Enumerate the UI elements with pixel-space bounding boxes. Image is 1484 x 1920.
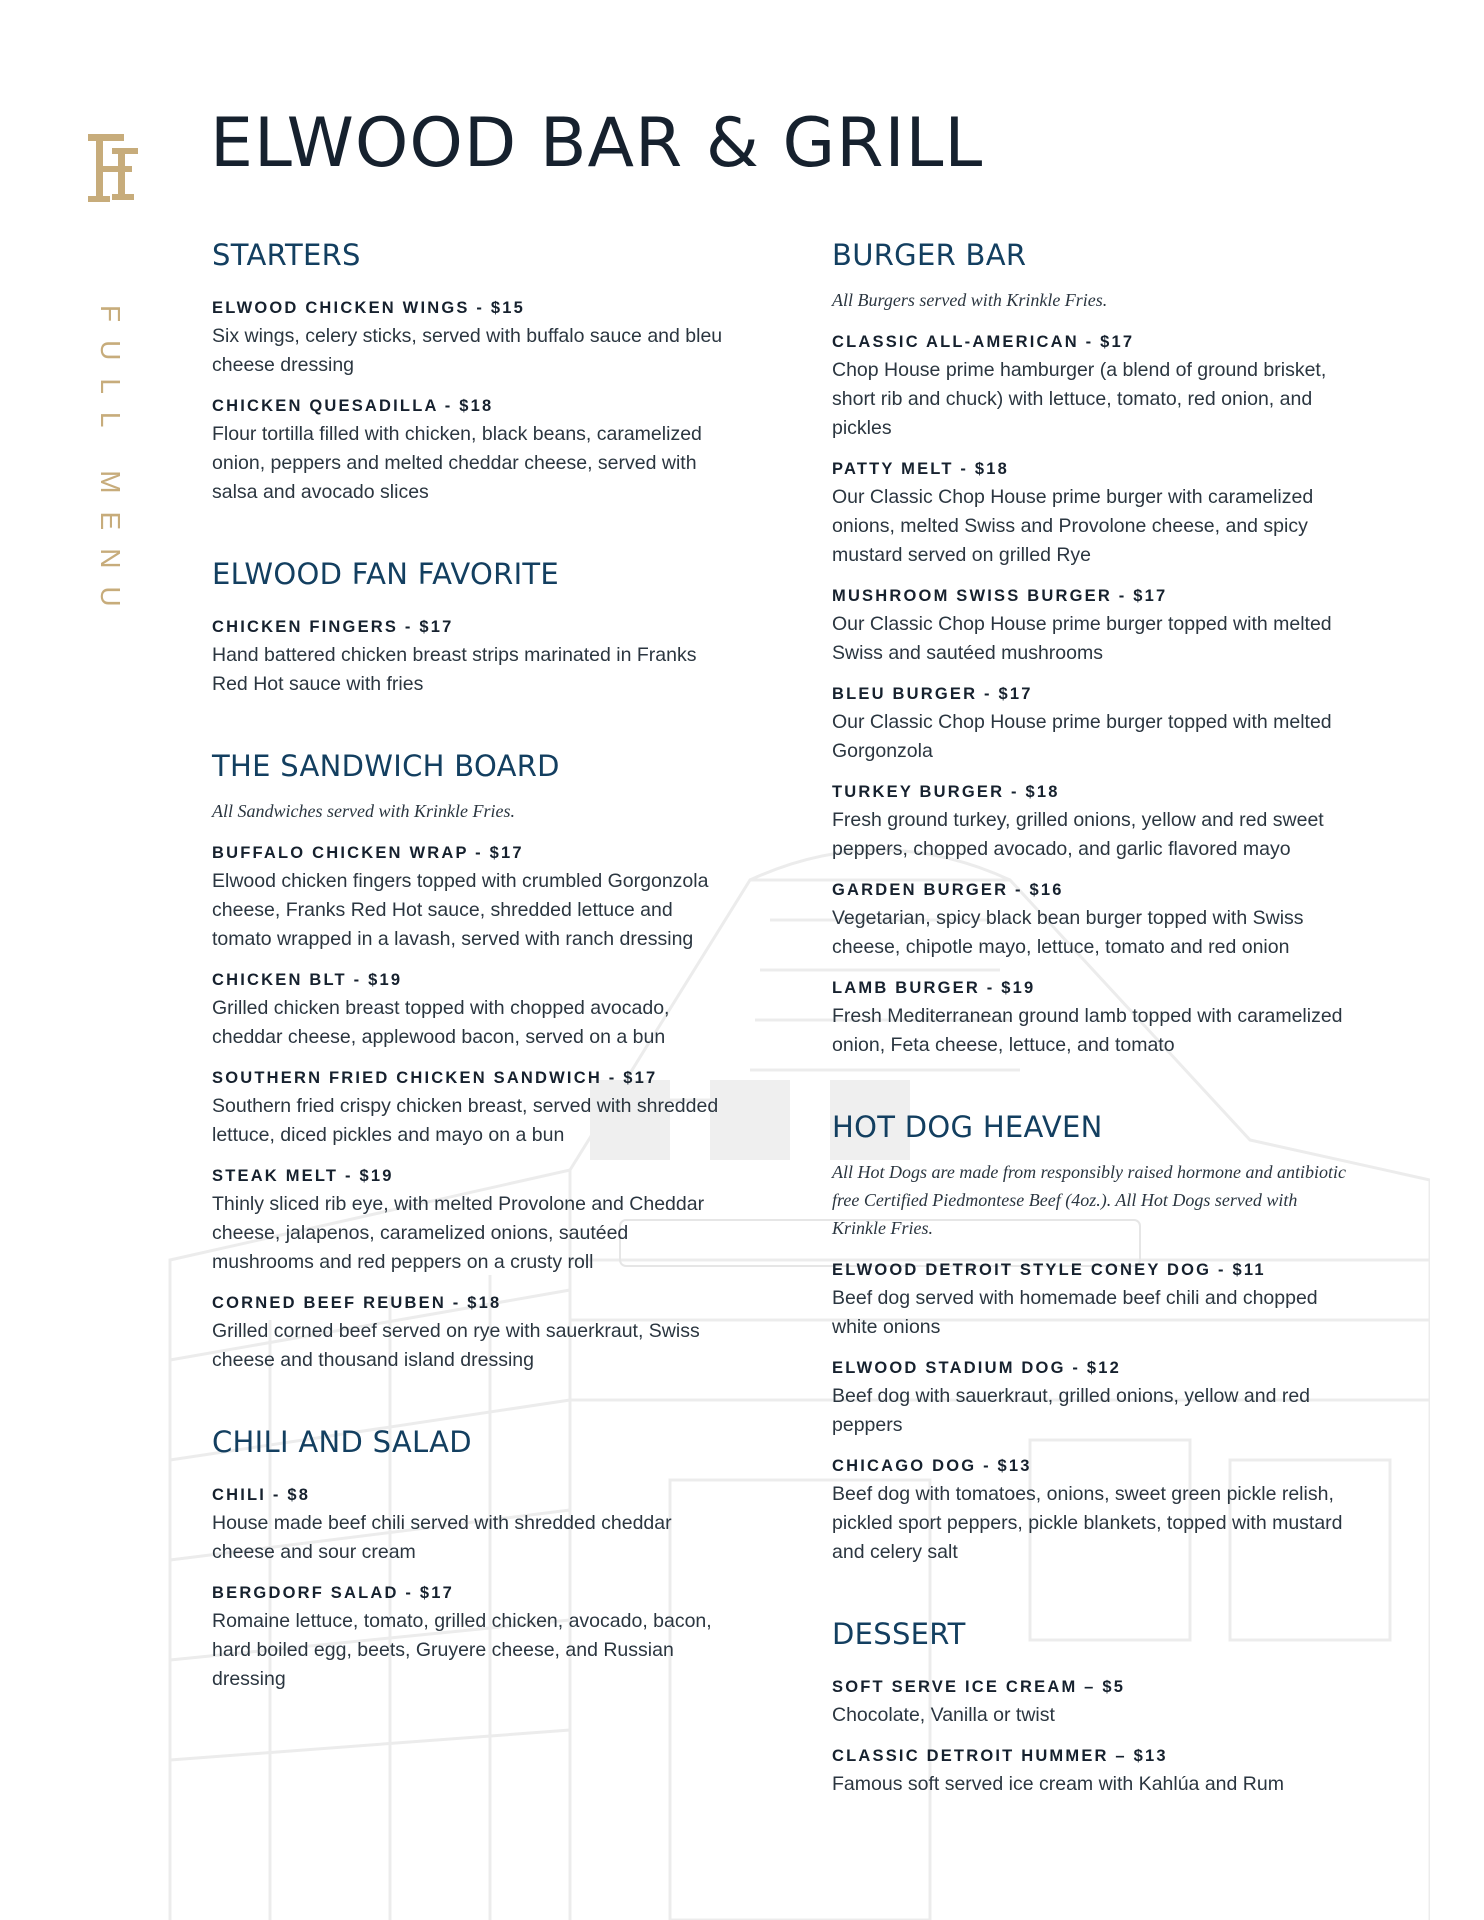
menu-item-name-price: CLASSIC DETROIT HUMMER – $13 xyxy=(832,1747,1168,1765)
menu-section-dessert xyxy=(832,1615,1352,1799)
menu-item-description: Beef dog with tomatoes, onions, sweet green pickle relish, pickled sport peppers, pickle blankets, topped with mustard and celery salt xyxy=(832,1483,1343,1563)
menu-item xyxy=(832,680,1352,766)
page-title: ELWOOD BAR & GRILL xyxy=(210,104,984,183)
section-title: STARTERS xyxy=(212,238,361,272)
menu-item-description: Beef dog with sauerkraut, grilled onions, yellow and red peppers xyxy=(832,1385,1311,1436)
menu-item xyxy=(212,966,732,1052)
elwood-monogram-logo xyxy=(82,128,144,206)
menu-item-description: Romaine lettuce, tomato, grilled chicken, avocado, bacon, hard boiled egg, beets, Gruyere cheese, and Russian dressing xyxy=(212,1610,712,1690)
menu-item-name-price: GARDEN BURGER - $16 xyxy=(832,881,1064,899)
menu-item-name-price: TURKEY BURGER - $18 xyxy=(832,783,1060,801)
menu-column-left xyxy=(212,236,732,1742)
section-note: All Sandwiches served with Krinkle Fries. xyxy=(212,801,515,821)
menu-item xyxy=(832,1742,1352,1799)
menu-item-description: Elwood chicken fingers topped with crumbled Gorgonzola cheese, Franks Red Hot sauce, shredded lettuce and tomato wrapped in a lavash, served with ranch dressing xyxy=(212,870,709,950)
menu-item-description: Beef dog served with homemade beef chili and chopped white onions xyxy=(832,1287,1318,1338)
menu-item-description: Chop House prime hamburger (a blend of ground brisket, short rib and chuck) with lettuce, tomato, red onion, and pickles xyxy=(832,359,1327,439)
menu-section-burger-bar xyxy=(832,236,1352,1060)
menu-item-name-price: CHICAGO DOG - $13 xyxy=(832,1457,1032,1475)
section-title: THE SANDWICH BOARD xyxy=(212,749,560,783)
section-note: All Hot Dogs are made from responsibly raised hormone and antibiotic free Certified Piedmontese Beef (4oz.). All Hot Dogs served with Krinkle Fries. xyxy=(832,1162,1346,1238)
section-title: BURGER BAR xyxy=(832,238,1027,272)
menu-item-name-price: MUSHROOM SWISS BURGER - $17 xyxy=(832,587,1168,605)
menu-item-name-price: CHICKEN BLT - $19 xyxy=(212,971,403,989)
menu-item-name-price: CHILI - $8 xyxy=(212,1486,311,1504)
menu-item-name-price: CHICKEN FINGERS - $17 xyxy=(212,618,454,636)
menu-item-name-price: ELWOOD STADIUM DOG - $12 xyxy=(832,1359,1122,1377)
menu-item-description: Our Classic Chop House prime burger with caramelized onions, melted Swiss and Provolone cheese, and spicy mustard served on grilled Rye xyxy=(832,486,1314,566)
menu-section-chili-and-salad xyxy=(212,1423,732,1694)
menu-item-description: Thinly sliced rib eye, with melted Provolone and Cheddar cheese, jalapenos, caramelized onions, sautéed mushrooms and red peppers on a crusty roll xyxy=(212,1193,705,1273)
menu-item-description: Fresh ground turkey, grilled onions, yellow and red sweet peppers, chopped avocado, and garlic flavored mayo xyxy=(832,809,1324,860)
menu-item xyxy=(832,1256,1352,1342)
section-note: All Burgers served with Krinkle Fries. xyxy=(832,290,1108,310)
menu-item-description: Vegetarian, spicy black bean burger topped with Swiss cheese, chipotle mayo, lettuce, tomato and red onion xyxy=(832,907,1304,958)
menu-item-description: Our Classic Chop House prime burger topped with melted Gorgonzola xyxy=(832,711,1332,762)
menu-item-name-price: ELWOOD CHICKEN WINGS - $15 xyxy=(212,299,525,317)
menu-item-name-price: CHICKEN QUESADILLA - $18 xyxy=(212,397,494,415)
menu-section-hot-dog-heaven xyxy=(832,1108,1352,1567)
menu-item xyxy=(832,328,1352,443)
menu-item-name-price: BUFFALO CHICKEN WRAP - $17 xyxy=(212,844,524,862)
menu-item xyxy=(212,1481,732,1567)
section-title: CHILI AND SALAD xyxy=(212,1425,472,1459)
menu-item xyxy=(832,1673,1352,1730)
menu-item-name-price: ELWOOD DETROIT STYLE CONEY DOG - $11 xyxy=(832,1261,1266,1279)
menu-item-name-price: BERGDORF SALAD - $17 xyxy=(212,1584,455,1602)
menu-item-name-price: LAMB BURGER - $19 xyxy=(832,979,1036,997)
menu-item-description: Flour tortilla filled with chicken, black beans, caramelized onion, peppers and melted cheddar cheese, served with salsa and avocado slices xyxy=(212,423,702,503)
menu-item-name-price: SOUTHERN FRIED CHICKEN SANDWICH - $17 xyxy=(212,1069,658,1087)
menu-item-description: Famous soft served ice cream with Kahlúa and Rum xyxy=(832,1773,1284,1795)
menu-item xyxy=(212,1289,732,1375)
menu-item-name-price: PATTY MELT - $18 xyxy=(832,460,1009,478)
menu-section-starters xyxy=(212,236,732,507)
menu-item-description: Grilled corned beef served on rye with sauerkraut, Swiss cheese and thousand island dressing xyxy=(212,1320,700,1371)
section-title: HOT DOG HEAVEN xyxy=(832,1110,1103,1144)
menu-item-description: Chocolate, Vanilla or twist xyxy=(832,1704,1055,1726)
menu-item xyxy=(212,392,732,507)
menu-item xyxy=(832,1452,1352,1567)
menu-item-name-price: CORNED BEEF REUBEN - $18 xyxy=(212,1294,502,1312)
menu-item xyxy=(212,1162,732,1277)
menu-item-name-price: CLASSIC ALL-AMERICAN - $17 xyxy=(832,333,1135,351)
menu-item xyxy=(832,1354,1352,1440)
menu-item-description: Our Classic Chop House prime burger topped with melted Swiss and sautéed mushrooms xyxy=(832,613,1332,664)
menu-item xyxy=(212,1579,732,1694)
menu-item-name-price: STEAK MELT - $19 xyxy=(212,1167,394,1185)
menu-item xyxy=(832,582,1352,668)
menu-item xyxy=(212,1064,732,1150)
menu-item xyxy=(832,778,1352,864)
menu-item-description: Southern fried crispy chicken breast, served with shredded lettuce, diced pickles and mayo on a bun xyxy=(212,1095,719,1146)
menu-item xyxy=(212,839,732,954)
menu-item-description: Six wings, celery sticks, served with buffalo sauce and bleu cheese dressing xyxy=(212,325,723,376)
menu-item xyxy=(832,876,1352,962)
menu-section-the-sandwich-board xyxy=(212,747,732,1375)
menu-column-right xyxy=(832,236,1352,1847)
section-title: DESSERT xyxy=(832,1617,966,1651)
menu-item-description: Fresh Mediterranean ground lamb topped with caramelized onion, Feta cheese, lettuce, and tomato xyxy=(832,1005,1343,1056)
menu-item xyxy=(212,294,732,380)
menu-item xyxy=(212,613,732,699)
menu-item-name-price: BLEU BURGER - $17 xyxy=(832,685,1033,703)
section-title: ELWOOD FAN FAVORITE xyxy=(212,557,560,591)
menu-item-description: Hand battered chicken breast strips marinated in Franks Red Hot sauce with fries xyxy=(212,644,697,695)
menu-item-description: Grilled chicken breast topped with chopped avocado, cheddar cheese, applewood bacon, served on a bun xyxy=(212,997,670,1048)
full-menu-side-label: FULL MENU xyxy=(95,305,126,625)
menu-item xyxy=(832,455,1352,570)
menu-section-elwood-fan-favorite xyxy=(212,555,732,699)
menu-item-name-price: SOFT SERVE ICE CREAM – $5 xyxy=(832,1678,1126,1696)
menu-item xyxy=(832,974,1352,1060)
menu-item-description: House made beef chili served with shredded cheddar cheese and sour cream xyxy=(212,1512,672,1563)
